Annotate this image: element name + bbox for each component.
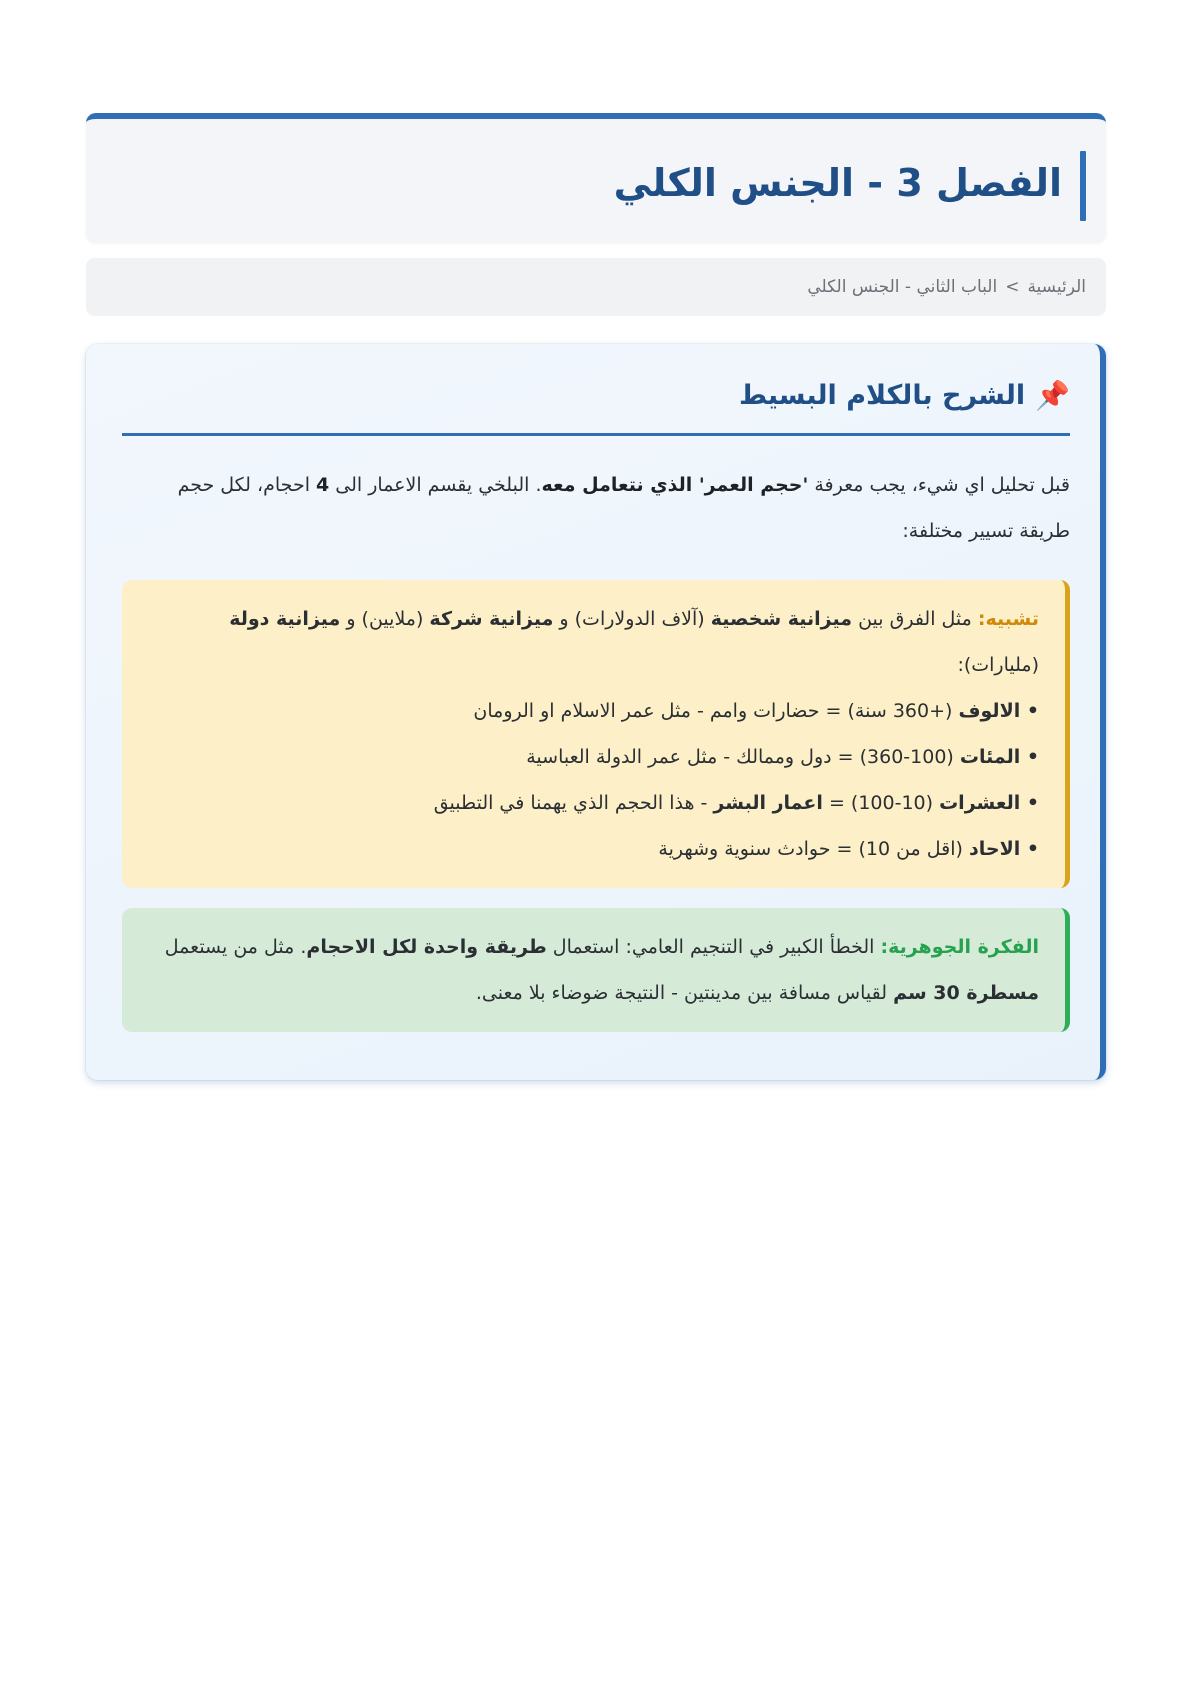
header-accent-bar bbox=[1080, 151, 1086, 221]
analogy-text: (مليارات): bbox=[957, 654, 1039, 676]
page-container bbox=[86, 113, 1106, 1080]
size-list bbox=[148, 688, 1039, 872]
key-idea-callout bbox=[122, 908, 1070, 1032]
list-item-text: - هذا الحجم الذي يهمنا في التطبيق bbox=[433, 792, 714, 814]
breadcrumb-separator: > bbox=[1005, 277, 1020, 297]
key-idea-text: الخطأ الكبير في التنجيم العامي: استعمال bbox=[546, 936, 881, 958]
intro-paragraph bbox=[122, 462, 1070, 554]
list-item-term: الالوف bbox=[958, 700, 1021, 722]
intro-bold: 4 bbox=[316, 474, 330, 496]
analogy-label: تشبيه: bbox=[977, 608, 1039, 630]
page-title: الفصل 3 - الجنس الكلي bbox=[613, 161, 1062, 205]
list-item bbox=[148, 780, 1039, 826]
intro-text: قبل تحليل اي شيء، يجب معرفة bbox=[808, 474, 1070, 496]
explanation-card bbox=[86, 344, 1106, 1080]
breadcrumb bbox=[86, 258, 1106, 316]
intro-text: احجام، لكل حجم طريقة تسيير مختلفة: bbox=[177, 474, 1070, 542]
breadcrumb-home-link[interactable]: الرئيسية bbox=[1027, 277, 1086, 297]
analogy-lead bbox=[148, 596, 1039, 688]
analogy-text: مثل الفرق بين bbox=[852, 608, 978, 630]
list-item-bold: اعمار البشر bbox=[713, 792, 823, 814]
list-item-text: (100-360) = دول وممالك - مثل عمر الدولة العباسية bbox=[526, 746, 960, 768]
analogy-bold: ميزانية شخصية bbox=[710, 608, 853, 630]
analogy-bold: ميزانية شركة bbox=[429, 608, 554, 630]
analogy-callout bbox=[122, 580, 1070, 888]
intro-bold: 'حجم العمر' الذي نتعامل معه bbox=[541, 474, 809, 496]
analogy-text: (آلاف الدولارات) و bbox=[553, 608, 711, 630]
list-item bbox=[148, 826, 1039, 872]
list-item-text: (10-100) = bbox=[822, 792, 940, 814]
key-idea-text: لقياس مسافة بين مدينتين - النتيجة ضوضاء بلا معنى. bbox=[475, 982, 894, 1004]
analogy-text: (ملايين) و bbox=[340, 608, 430, 630]
pushpin-icon: 📌 bbox=[1035, 378, 1070, 412]
analogy-bold: ميزانية دولة bbox=[229, 608, 341, 630]
key-idea-label: الفكرة الجوهرية: bbox=[880, 936, 1039, 958]
list-item bbox=[148, 688, 1039, 734]
section-heading-text: الشرح بالكلام البسيط bbox=[738, 380, 1026, 411]
breadcrumb-current: الباب الثاني - الجنس الكلي bbox=[807, 277, 998, 297]
list-item-term: الاحاد bbox=[968, 838, 1021, 860]
list-item-term: العشرات bbox=[939, 792, 1021, 814]
key-idea-bold: مسطرة 30 سم bbox=[893, 982, 1039, 1004]
chapter-header bbox=[86, 113, 1106, 243]
key-idea-bold: طريقة واحدة لكل الاحجام bbox=[306, 936, 547, 958]
section-heading bbox=[122, 380, 1070, 436]
list-item bbox=[148, 734, 1039, 780]
list-item-text: (+360 سنة) = حضارات وامم - مثل عمر الاسلام او الرومان bbox=[473, 700, 959, 722]
key-idea-text: . مثل من يستعمل bbox=[164, 936, 307, 958]
list-item-text: (اقل من 10) = حوادث سنوية وشهرية bbox=[658, 838, 969, 860]
intro-text: . البلخي يقسم الاعمار الى bbox=[329, 474, 542, 496]
list-item-term: المئات bbox=[959, 746, 1021, 768]
